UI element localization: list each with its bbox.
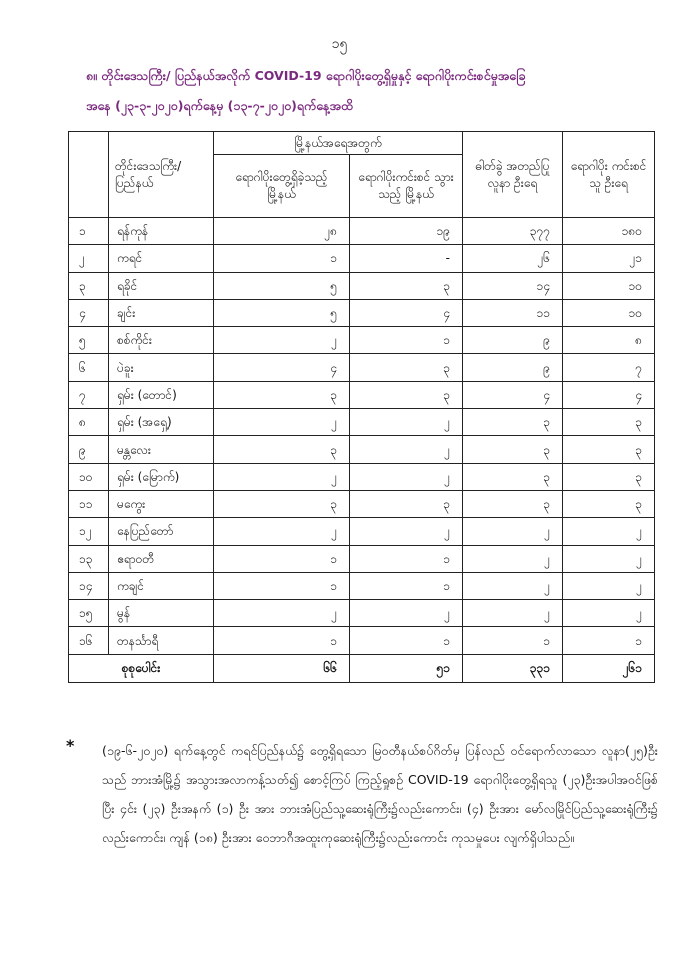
row-confirmed: ၄ [463,381,563,408]
row-infected-townships: ၁ [214,245,350,272]
row-recovered: ၃ [563,490,655,517]
row-confirmed: ၉ [463,327,563,354]
row-recovered: ၂ [563,600,655,627]
row-infected-townships: ၅ [214,272,350,299]
row-state: ချင်း [109,299,214,326]
row-confirmed: ၉ [463,354,563,381]
row-infected-townships: ၂၈ [214,218,350,245]
row-cleared-townships: ၁ [350,545,463,572]
table-row [69,627,655,654]
row-index: ၁၁ [69,490,109,517]
row-confirmed: ၂ [463,600,563,627]
header-confirmed: ဓါတ်ခွဲ အတည်ပြု လူနာ ဦးရေ [463,132,563,218]
row-infected-townships: ၂ [214,600,350,627]
row-infected-townships: ၂ [214,327,350,354]
total-infected-townships: ၆၆ [214,654,350,682]
row-index: ၃ [69,272,109,299]
row-state: မန္တလေး [109,436,214,463]
row-index: ၁ [69,218,109,245]
row-recovered: ၂ [563,545,655,572]
row-infected-townships: ၃ [214,381,350,408]
row-confirmed: ၁၄ [463,272,563,299]
row-index: ၁၂ [69,518,109,545]
row-recovered: ၂၁ [563,245,655,272]
row-confirmed: ၃ [463,490,563,517]
row-confirmed: ၂ [463,545,563,572]
row-recovered: ၁၀ [563,299,655,326]
row-cleared-townships: ၁ [350,627,463,654]
table-row [69,436,655,463]
table-row [69,545,655,572]
table-row [69,518,655,545]
row-infected-townships: ၅ [214,299,350,326]
row-confirmed: ၁၁ [463,299,563,326]
row-confirmed: ၂ [463,572,563,599]
table-row [69,409,655,436]
page-number: ၁၅ [331,36,348,52]
row-state: ရှမ်း (မြောက်) [109,463,214,490]
row-recovered: ၃ [563,436,655,463]
row-index: ၈ [69,409,109,436]
row-cleared-townships: ၂ [350,600,463,627]
row-index: ၅ [69,327,109,354]
table-row [69,327,655,354]
table-row [69,572,655,599]
table-row [69,299,655,326]
row-confirmed: ၁ [463,627,563,654]
row-recovered: ၃ [563,463,655,490]
row-infected-townships: ၁ [214,572,350,599]
row-state: ပဲခူး [109,354,214,381]
row-index: ၁၀ [69,463,109,490]
table-title-line-1: ၈။ တိုင်းဒေသကြီး/ ပြည်နယ်အလိုက် COVID-19 ရောဂါပိုးတွေ့ရှိမှုနှင့် ရောဂါပိုးကင်းစင်မှုအခြေ [86,68,526,83]
row-index: ၄ [69,299,109,326]
row-cleared-townships: ၃ [350,272,463,299]
table-row [69,245,655,272]
row-state: ကချင် [109,572,214,599]
row-cleared-townships: - [350,245,463,272]
header-state: တိုင်းဒေသကြီး/ ပြည်နယ် [109,132,214,218]
footnote [66,736,658,852]
row-recovered: ၁ [563,627,655,654]
footnote-text: (၁၉-၆-၂၀၂၀) ရက်နေ့တွင် ကရင်ပြည်နယ်၌ တွေ့ရှိရသော မြဝတီနယ်စပ်ဂိတ်မှ ပြန်လည် ဝင်ရောက်လာသော လူနာ(၂၅)ဦးသည် ဘားအံမြို့၌ အသွားအလာကန့်သတ်၍ စောင့်ကြပ် ကြည့်ရှုစဉ် COVID-19 ရောဂါပိုးတွေ့ရှိရသူ (၂၃)ဦးအပါအဝင်ဖြစ်ပြီး ၄င်း (၂၃) ဦးအနက် (၁) ဦး အား ဘားအံပြည်သူ့ဆေးရုံကြီး၌လည်းကောင်း၊ (၄) ဦးအား မော်လမြိုင်ပြည်သူ့ဆေးရုံကြီး၌ လည်းကောင်း၊ ကျန် (၁၈) ဦးအား ဝေဘာဂီအထူးကုဆေးရုံကြီး၌လည်းကောင်း ကုသမှုပေး လျက်ရှိပါသည်။ [102,743,658,845]
row-confirmed: ၃၇၇ [463,218,563,245]
row-infected-townships: ၁ [214,627,350,654]
row-index: ၇ [69,381,109,408]
row-confirmed: ၂၆ [463,245,563,272]
row-index: ၁၄ [69,572,109,599]
row-confirmed: ၂ [463,518,563,545]
row-recovered: ၇ [563,354,655,381]
row-state: တနင်္သာရီ [109,627,214,654]
row-cleared-townships: ၃ [350,490,463,517]
table-body [69,218,655,683]
row-confirmed: ၃ [463,409,563,436]
row-state: ရခိုင် [109,272,214,299]
row-index: ၁၆ [69,627,109,654]
row-infected-townships: ၂ [214,518,350,545]
row-recovered: ၁၈၀ [563,218,655,245]
row-state: ကရင် [109,245,214,272]
header-recovered: ရောဂါပိုး ကင်းစင်သူ ဦးရေ [563,132,655,218]
covid-by-region-table [68,131,655,683]
row-index: ၁၅ [69,600,109,627]
row-recovered: ၁၀ [563,272,655,299]
row-state: ရှမ်း (တောင်) [109,381,214,408]
row-confirmed: ၃ [463,436,563,463]
row-recovered: ၂ [563,518,655,545]
row-state: ရှမ်း (အရှေ့) [109,409,214,436]
row-state: ရန်ကုန် [109,218,214,245]
row-cleared-townships: ၂ [350,463,463,490]
row-infected-townships: ၃ [214,490,350,517]
row-state: ဧရာဝတီ [109,545,214,572]
row-recovered: ၈ [563,327,655,354]
table-row [69,463,655,490]
row-state: မွန် [109,600,214,627]
row-cleared-townships: ၂ [350,409,463,436]
row-cleared-townships: ၄ [350,299,463,326]
header-township-group: မြို့နယ်အရေအတွက် [214,132,463,155]
row-infected-townships: ၁ [214,545,350,572]
row-index: ၉ [69,436,109,463]
footnote-marker: * [66,736,75,755]
row-recovered: ၄ [563,381,655,408]
total-cleared-townships: ၅၁ [350,654,463,682]
row-state: စစ်ကိုင်း [109,327,214,354]
table-row [69,381,655,408]
table-row [69,354,655,381]
row-cleared-townships: ၁၉ [350,218,463,245]
header-cleared-townships: ရောဂါပိုးကင်းစင် သွားသည့် မြို့နယ် [350,155,463,218]
table-row [69,218,655,245]
total-recovered: ၂၆၁ [563,654,655,682]
row-infected-townships: ၂ [214,409,350,436]
table-total-row [69,654,655,682]
row-index: ၁၃ [69,545,109,572]
row-index: ၆ [69,354,109,381]
table-row [69,600,655,627]
table-title-line-2: အနေ (၂၃-၃-၂၀၂၀)ရက်နေ့မှ (၁၃-၇-၂၀၂၀)ရက်နေ့အထိ [86,98,354,113]
row-infected-townships: ၃ [214,436,350,463]
row-recovered: ၂ [563,572,655,599]
header-infected-townships: ရောဂါပိုးတွေ့ရှိခဲ့သည့် မြို့နယ် [214,155,350,218]
header-index [69,132,109,218]
row-cleared-townships: ၂ [350,436,463,463]
row-state: နေပြည်တော် [109,518,214,545]
row-infected-townships: ၂ [214,463,350,490]
row-cleared-townships: ၁ [350,327,463,354]
row-recovered: ၃ [563,409,655,436]
row-index: ၂ [69,245,109,272]
table-row [69,490,655,517]
table-row [69,272,655,299]
row-state: မကွေး [109,490,214,517]
row-infected-townships: ၄ [214,354,350,381]
row-cleared-townships: ၂ [350,518,463,545]
row-confirmed: ၃ [463,463,563,490]
row-cleared-townships: ၃ [350,381,463,408]
row-cleared-townships: ၃ [350,354,463,381]
row-cleared-townships: ၁ [350,572,463,599]
total-confirmed: ၃၃၁ [463,654,563,682]
total-label: စုစုပေါင်း [69,654,214,682]
